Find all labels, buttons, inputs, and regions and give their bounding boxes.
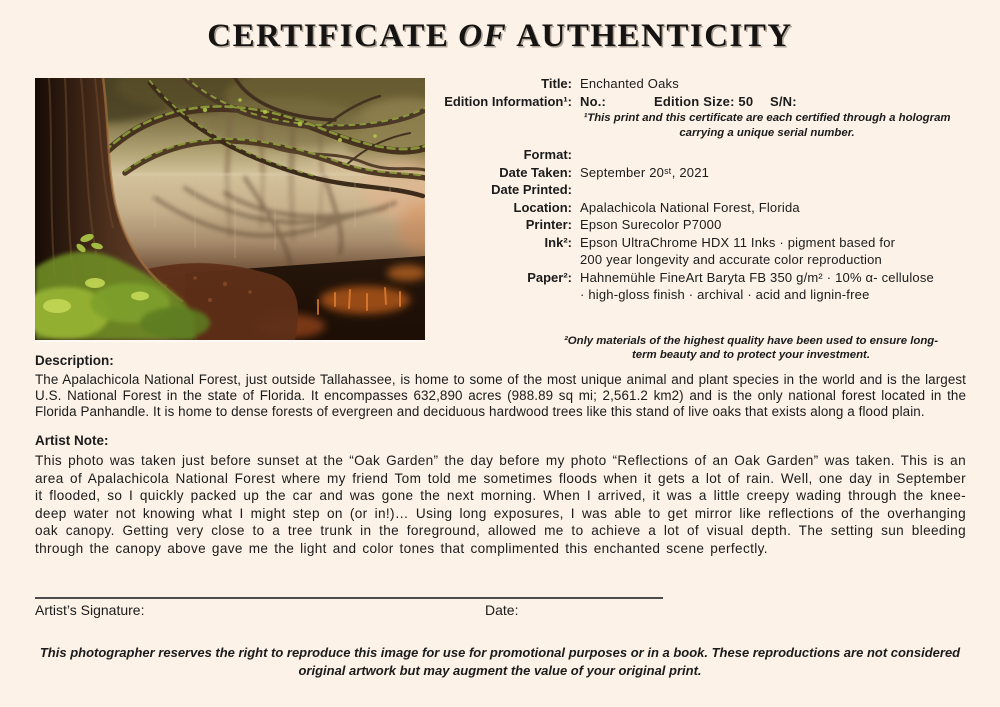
date-taken-value: September 20ˢᵗ, 2021 xyxy=(580,164,710,180)
date-printed-label: Date Printed: xyxy=(491,182,572,197)
fields-panel xyxy=(430,75,965,363)
paper-value xyxy=(572,269,965,304)
signature-area xyxy=(35,597,663,618)
edition-no-label: No.: xyxy=(580,93,607,109)
page-title xyxy=(0,18,1000,55)
edition-value xyxy=(572,93,965,111)
artist-signature-label: Artist’s Signature: xyxy=(35,602,145,618)
field-row-title xyxy=(430,75,965,93)
description-section xyxy=(35,352,966,421)
edition-size-label: Edition Size: 50 xyxy=(654,93,754,109)
date-taken-label: Date Taken: xyxy=(499,164,572,180)
enchanted-oaks-artwork xyxy=(35,78,425,340)
print-photo xyxy=(35,78,425,340)
ink-value xyxy=(572,234,965,269)
field-row-ink xyxy=(430,234,965,269)
description-heading: Description: xyxy=(35,353,114,368)
paper-value-line1: Hahnemühle FineArt Baryta FB 350 g/m² · 10% α- cellulose xyxy=(580,269,934,285)
artist-note-body: This photo was taken just before sunset at the “Oak Garden” the day before my photo “Reflections of an Oak Garden” was taken. This is an area of Apalachicola National Forest where my friend Tom told me sometimes floods when it gets a lot of rain. Well, one day in September it flooded, so I quickly packed up the car and was gone the next morning. When I arrived, it was a little creepy wading through the knee-deep water not knowing what I might step on (or in!)… Using long exposures, I was able to get mirror like reflections of the overhanging oak canopy. Getting very close to a tree trunk in the foreground, allowed me to achieve a lot of visual depth. The setting sun bleeding through the canopy above gave me the light and color tones that complimented this enchanted scene perfectly. xyxy=(35,453,966,556)
artist-note-heading: Artist Note: xyxy=(35,433,109,448)
field-row-location xyxy=(430,199,965,217)
title-word-certificate: CERTIFICATE xyxy=(207,18,450,54)
field-row-printer xyxy=(430,216,965,234)
ink-value-line1: Epson UltraChrome HDX 11 Inks · pigment based for xyxy=(580,234,896,250)
reproduction-disclaimer: This photographer reserves the right to reproduce this image for use for promotional purposes or in a book. These reproductions are not considered original artwork but may augment the value of your original print. xyxy=(39,645,961,678)
field-row-date-taken xyxy=(430,164,965,182)
signature-date-label: Date: xyxy=(485,602,519,618)
printer-label: Printer: xyxy=(525,217,572,232)
format-label: Format: xyxy=(523,147,572,162)
title-value: Enchanted Oaks xyxy=(580,76,679,91)
paper-label: Paper²: xyxy=(527,269,572,285)
title-label: Title: xyxy=(541,76,572,91)
description-body: The Apalachicola National Forest, just outside Tallahassee, is home to some of the most unique animal and plant species in the world and is the largest U.S. National Forest in the state of Florida. It encompasses 632,890 acres (988.89 sq mi; 2,561.2 km2) and is the only national forest located in the Florida Panhandle. It is home to dense forests of evergreen and deciduous hardwood trees like this stand of live oaks that exists along a flood plain. xyxy=(35,372,966,420)
hologram-footnote: ¹This print and this certificate are each certified through a hologram carrying a unique serial number. xyxy=(583,112,951,139)
field-row-date-printed xyxy=(430,181,965,199)
paper-value-line2: · high-gloss finish · archival · acid and lignin-free xyxy=(580,287,870,302)
artist-note-section xyxy=(35,432,966,557)
materials-footnote: ²Only materials of the highest quality have been used to ensure long-term beauty and to protect your investment. xyxy=(563,334,939,361)
printer-value: Epson Surecolor P7000 xyxy=(580,217,722,232)
field-row-format xyxy=(430,146,965,164)
field-row-paper xyxy=(430,269,965,304)
edition-sn-label: S/N: xyxy=(770,93,797,109)
location-label: Location: xyxy=(513,199,572,215)
ink-value-line2: 200 year longevity and accurate color reproduction xyxy=(580,252,882,267)
field-row-edition xyxy=(430,93,965,111)
title-word-authenticity: AUTHENTICITY xyxy=(516,18,793,54)
location-value: Apalachicola National Forest, Florida xyxy=(580,199,800,215)
edition-label: Edition Information¹: xyxy=(444,93,572,109)
ink-label: Ink²: xyxy=(544,234,572,250)
title-word-of: OF xyxy=(458,18,508,54)
